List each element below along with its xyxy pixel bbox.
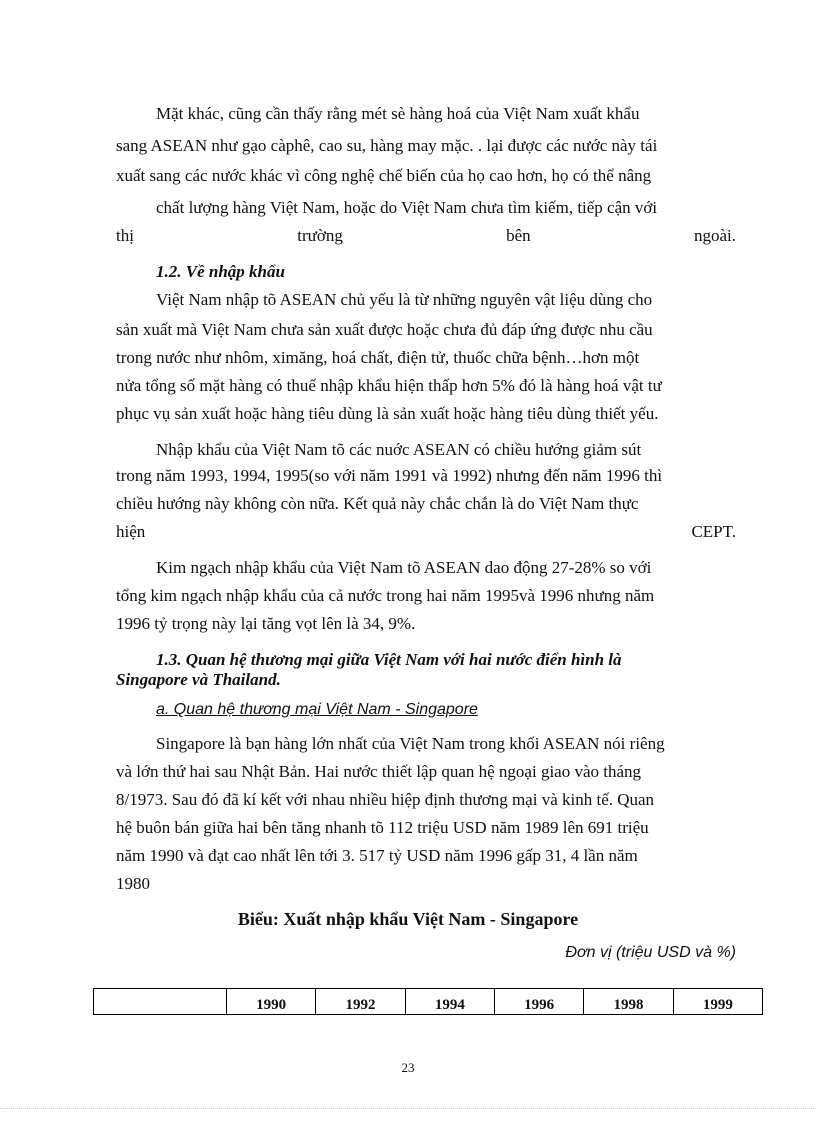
- p1-line-1: Mặt khác, cũng cần thấy rằng mét sè hàng hoá của Việt Nam xuất khẩu: [156, 104, 640, 123]
- p3-line-3: chiều hướng này không còn nữa. Kết quả này chắc chắn là do Việt Nam thực: [116, 494, 639, 513]
- p5-line-1: Singapore là bạn hàng lớn nhất của Việt Nam trong khối ASEAN nói riêng: [156, 734, 665, 753]
- p3-line-4: [116, 522, 736, 542]
- p3-line-1: Nhập khẩu của Việt Nam tõ các nuớc ASEAN có chiều hướng giảm sút: [156, 440, 642, 459]
- p2-line-3: trong nước như nhôm, ximăng, hoá chất, điện tử, thuốc chữa bệnh…hơn một: [116, 348, 640, 367]
- page-number: 23: [401, 1060, 415, 1075]
- p1-word-1: thị: [116, 226, 134, 245]
- p2-line-2: sản xuất mà Việt Nam chưa sản xuất được hoặc chưa đủ đáp ứng được nhu cầu: [116, 320, 653, 339]
- p5-line-5: năm 1990 và đạt cao nhất lên tới 3. 517 tỷ USD năm 1996 gấp 31, 4 lần năm: [116, 846, 638, 865]
- heading-1-3-line-2: Singapore và Thailand.: [116, 670, 281, 689]
- p5-line-4: hệ buôn bán giữa hai bên tăng nhanh tõ 112 triệu USD năm 1989 lên 691 triệu: [116, 818, 649, 837]
- heading-1-3-line-1: 1.3. Quan hệ thương mại giữa Việt Nam với hai nước điển hình là: [156, 650, 622, 669]
- table-header-row: [94, 989, 763, 1015]
- subheading-a: a. Quan hệ thương mại Việt Nam - Singapore: [156, 701, 478, 718]
- year-cell: 1992: [316, 989, 405, 1015]
- p1-line-4: chất lượng hàng Việt Nam, hoặc do Việt Nam chưa tìm kiếm, tiếp cận với: [156, 198, 658, 217]
- p1-line-5: [116, 226, 736, 246]
- p3-line-2: trong năm 1993, 1994, 1995(so với năm 1991 và 1992) nhưng đến năm 1996 thì: [116, 466, 663, 485]
- p2-line-5: phục vụ sản xuất hoặc hàng tiêu dùng là sản xuất hoặc hàng tiêu dùng thiết yếu.: [116, 404, 659, 423]
- p5-line-6: 1980: [116, 874, 150, 893]
- trade-table: [93, 988, 763, 1015]
- year-cell: 1998: [584, 989, 673, 1015]
- p1-line-3: xuất sang các nước khác vì công nghệ chế biến của họ cao hơn, họ có thể nâng: [116, 166, 652, 185]
- p2-line-4: nửa tổng số mặt hàng có thuế nhập khẩu hiện thấp hơn 5% đó là hàng hoá vật tư: [116, 376, 662, 395]
- p1-line-2: sang ASEAN như gạo càphê, cao su, hàng may mặc. . lại được các nước này tái: [116, 136, 658, 155]
- p4-line-1: Kim ngạch nhập khẩu của Việt Nam tõ ASEAN dao động 27-28% so với: [156, 558, 652, 577]
- p3-word-2: CEPT.: [691, 522, 736, 541]
- table-title: Biểu: Xuất nhập khẩu Việt Nam - Singapore: [237, 909, 579, 929]
- table-corner-cell: [94, 989, 227, 1015]
- p4-line-2: tổng kim ngạch nhập khẩu của cả nước trong hai năm 1995và 1996 nhưng năm: [116, 586, 655, 605]
- p2-line-1: Việt Nam nhập tõ ASEAN chủ yếu là từ những nguyên vật liệu dùng cho: [156, 290, 653, 309]
- table-unit: Đơn vị (triệu USD và %): [565, 944, 736, 961]
- page-bottom-divider: [0, 1108, 816, 1109]
- p1-word-2: trường: [297, 226, 343, 245]
- p5-line-3: 8/1973. Sau đó đã kí kết với nhau nhiều hiệp định thương mại và kinh tế. Quan: [116, 790, 655, 809]
- p4-line-3: 1996 tỷ trọng này lại tăng vọt lên là 34, 9%.: [116, 614, 416, 633]
- p1-word-3: bên: [506, 226, 531, 245]
- p1-word-4: ngoài.: [693, 226, 736, 245]
- p3-word-1: hiện: [116, 522, 146, 541]
- heading-1-2: 1.2. Về nhập khẩu: [156, 262, 285, 281]
- year-cell: 1996: [494, 989, 583, 1015]
- year-cell: 1990: [227, 989, 316, 1015]
- year-cell: 1994: [405, 989, 494, 1015]
- year-cell: 1999: [673, 989, 762, 1015]
- p5-line-2: và lớn thứ hai sau Nhật Bản. Hai nước thiết lập quan hệ ngoại giao vào tháng: [116, 762, 642, 781]
